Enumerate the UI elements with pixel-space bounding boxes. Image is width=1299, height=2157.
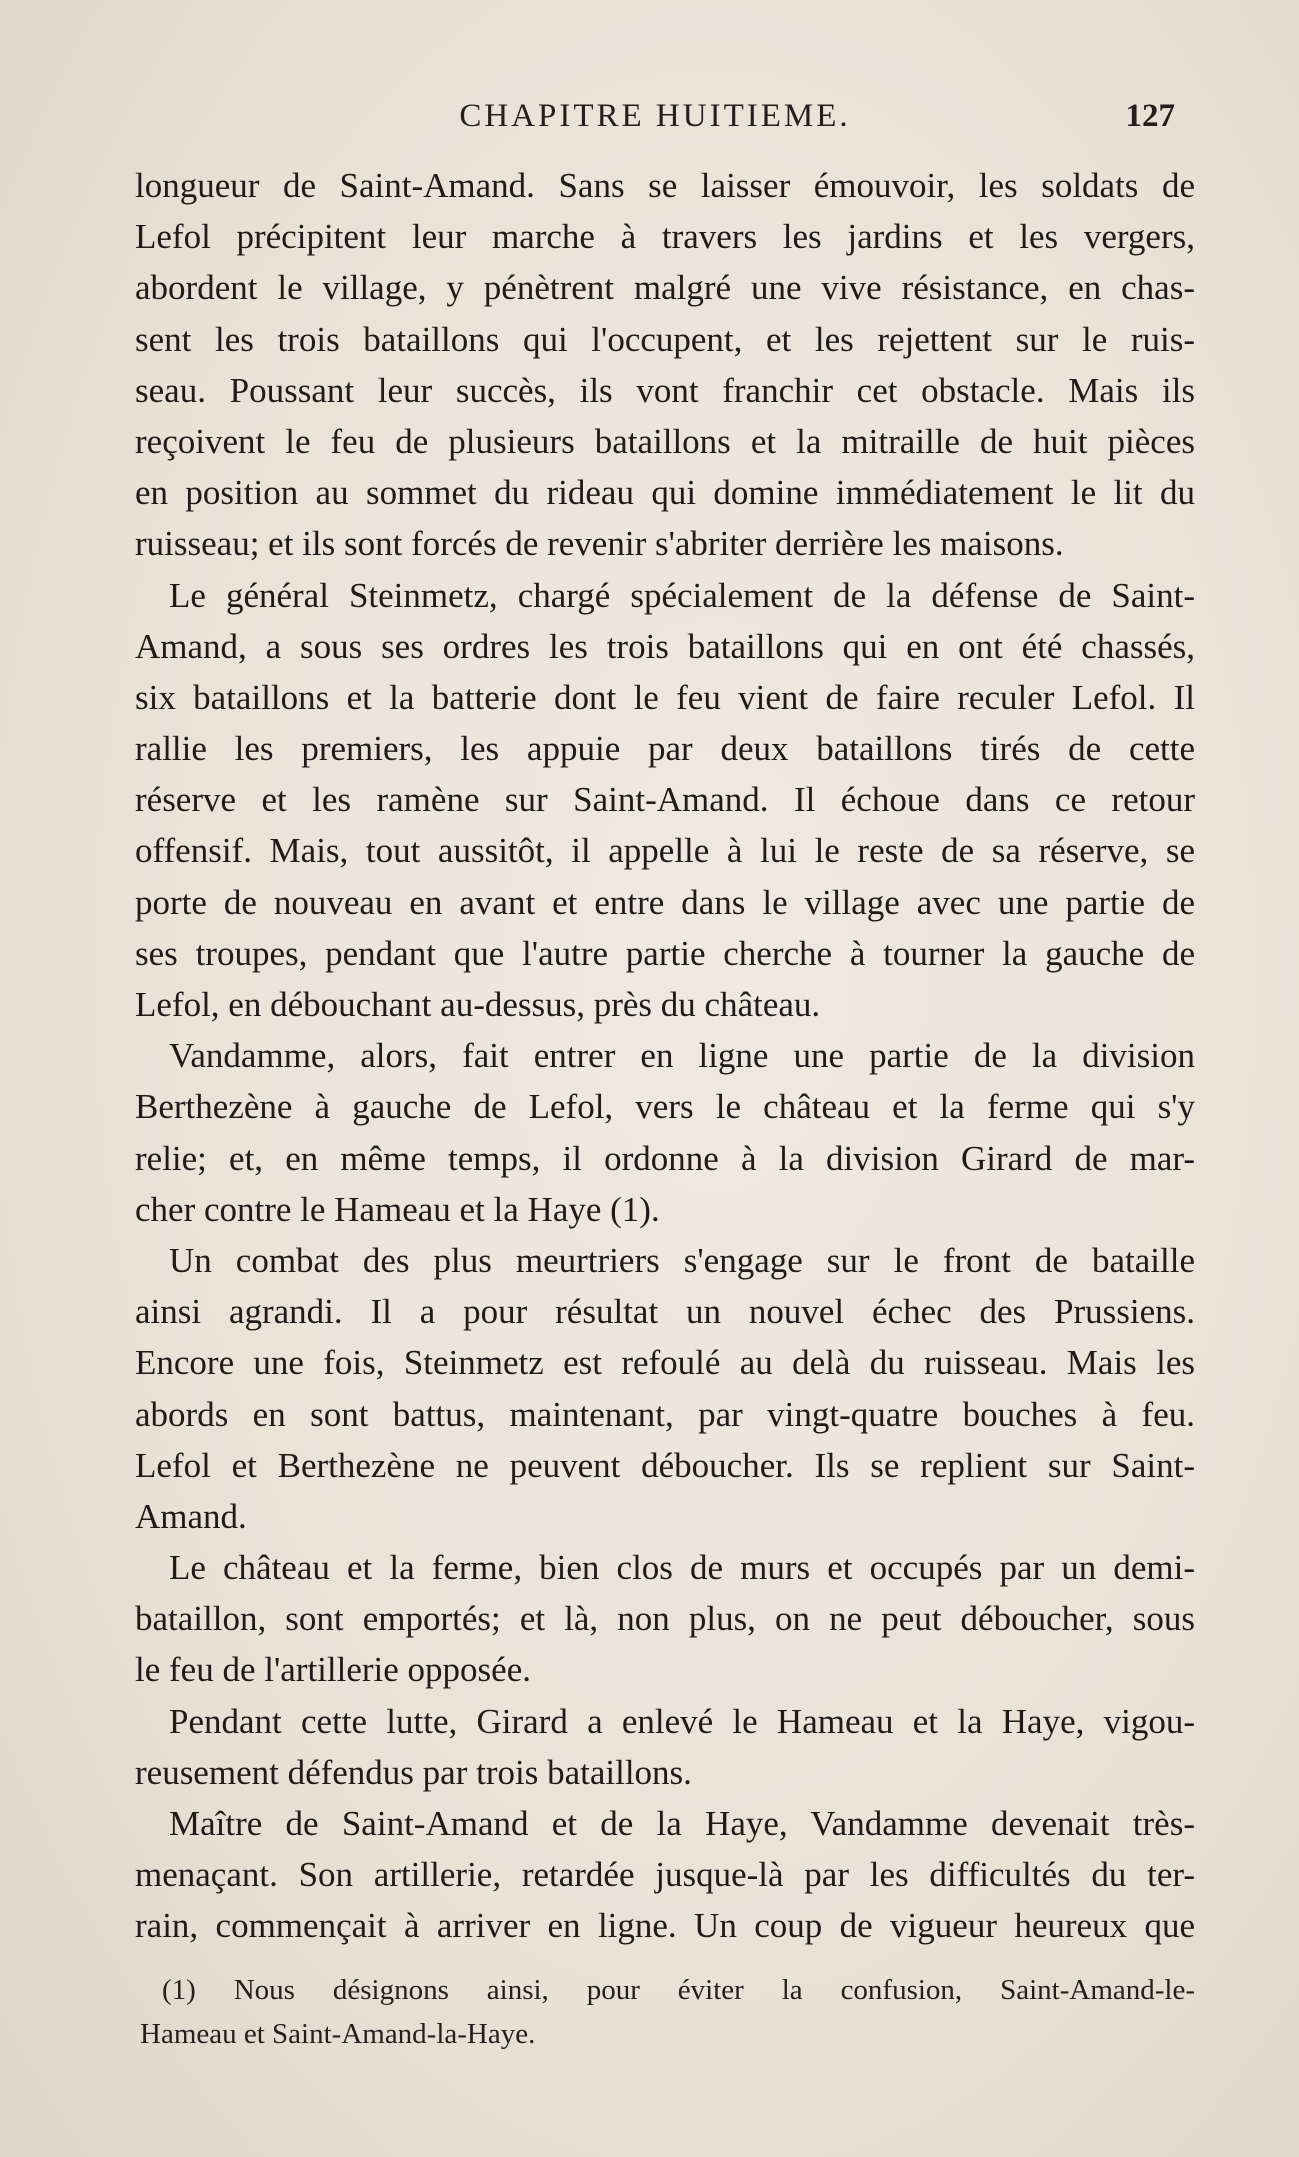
paragraph [135,1798,1195,1952]
text-line: en position au sommet du rideau qui domine immédiatement le lit du [135,473,1195,513]
text-line: six bataillons et la batterie dont le feu vient de faire reculer Lefol. Il [135,677,1195,717]
text-line: Vandamme, alors, fait entrer en ligne une partie de la division [169,1036,1195,1076]
paragraph [135,570,1195,1031]
body-text [135,160,1195,1952]
text-line: sent les trois bataillons qui l'occupent, et les rejettent sur le ruis- [135,319,1195,359]
text-line: Maître de Saint-Amand et de la Haye, Vandamme devenait très- [169,1804,1195,1843]
text-line: Amand, a sous ses ordres les trois bataillons qui en ont été chassés, [135,626,1195,666]
text-line: rain, commençait à arriver en ligne. Un coup de vigueur heureux que [135,1906,1195,1946]
text-line: réserve et les ramène sur Saint-Amand. Il échoue dans ce retour [135,780,1195,820]
text-line: menaçant. Son artillerie, retardée jusque-là par les difficultés du ter- [135,1855,1195,1895]
text-line: abords en sont battus, maintenant, par vingt-quatre bouches à feu. [135,1394,1195,1434]
paragraph [135,1030,1195,1235]
text-line: porte de nouveau en avant et entre dans le village avec une partie de [135,882,1195,922]
paragraph [135,1696,1195,1798]
text-line: Le château et la ferme, bien clos de murs et occupés par un demi- [169,1548,1195,1588]
text-line: ruisseau; et ils sont forcés de revenir s'abriter derrière les maisons. [135,524,1064,564]
text-line: offensif. Mais, tout aussitôt, il appelle à lui le reste de sa réserve, se [135,831,1195,871]
text-line: reçoivent le feu de plusieurs bataillons et la mitraille de huit pièces [135,421,1195,461]
text-line: Encore une fois, Steinmetz est refoulé au delà du ruisseau. Mais les [135,1343,1195,1383]
text-line: Amand. [135,1496,247,1536]
text-line: cher contre le Hameau et la Haye (1). [135,1189,660,1229]
paragraph [135,1235,1195,1542]
text-line: ainsi agrandi. Il a pour résultat un nouvel échec des Prussiens. [135,1292,1195,1332]
text-line: Un combat des plus meurtriers s'engage sur le front de bataille [169,1240,1195,1280]
text-line: le feu de l'artillerie opposée. [135,1650,531,1690]
text-line: Berthezène à gauche de Lefol, vers le château et la ferme qui s'y [135,1087,1195,1127]
text-line: bataillon, sont emportés; et là, non plus, on ne peut déboucher, sous [135,1599,1195,1639]
text-line: Lefol et Berthezène ne peuvent déboucher. Ils se replient sur Saint- [135,1445,1195,1485]
text-line: Lefol, en débouchant au-dessus, près du château. [135,985,821,1024]
footnote-line: Hameau et Saint-Amand-la-Haye. [140,2018,536,2050]
text-line: Lefol précipitent leur marche à travers les jardins et les vergers, [135,217,1195,257]
text-line: longueur de Saint-Amand. Sans se laisser émouvoir, les soldats de [135,166,1195,205]
text-line: ses troupes, pendant que l'autre partie cherche à tourner la gauche de [135,933,1195,973]
text-line: rallie les premiers, les appuie par deux bataillons tirés de cette [135,729,1195,769]
page-number: 127 [1125,98,1175,134]
text-line: Pendant cette lutte, Girard a enlevé le Hameau et la Haye, vigou- [169,1701,1195,1741]
text-line: Le général Steinmetz, chargé spécialement de la défense de Saint- [169,575,1195,615]
text-line: reusement défendus par trois bataillons. [135,1752,692,1792]
text-line: abordent le village, y pénètrent malgré une vive résistance, en chas- [135,268,1195,308]
footnote [140,1968,1195,2056]
text-line: seau. Poussant leur succès, ils vont franchir cet obstacle. Mais ils [135,370,1195,410]
paragraph [135,160,1195,570]
text-line: relie; et, en même temps, il ordonne à la division Girard de mar- [135,1138,1195,1178]
footnote-line: (1) Nous désignons ainsi, pour éviter la confusion, Saint-Amand-le- [162,1974,1195,2006]
page-header [135,98,1175,148]
paragraph [135,1542,1195,1696]
running-head: CHAPITRE HUITIEME. [459,98,851,134]
